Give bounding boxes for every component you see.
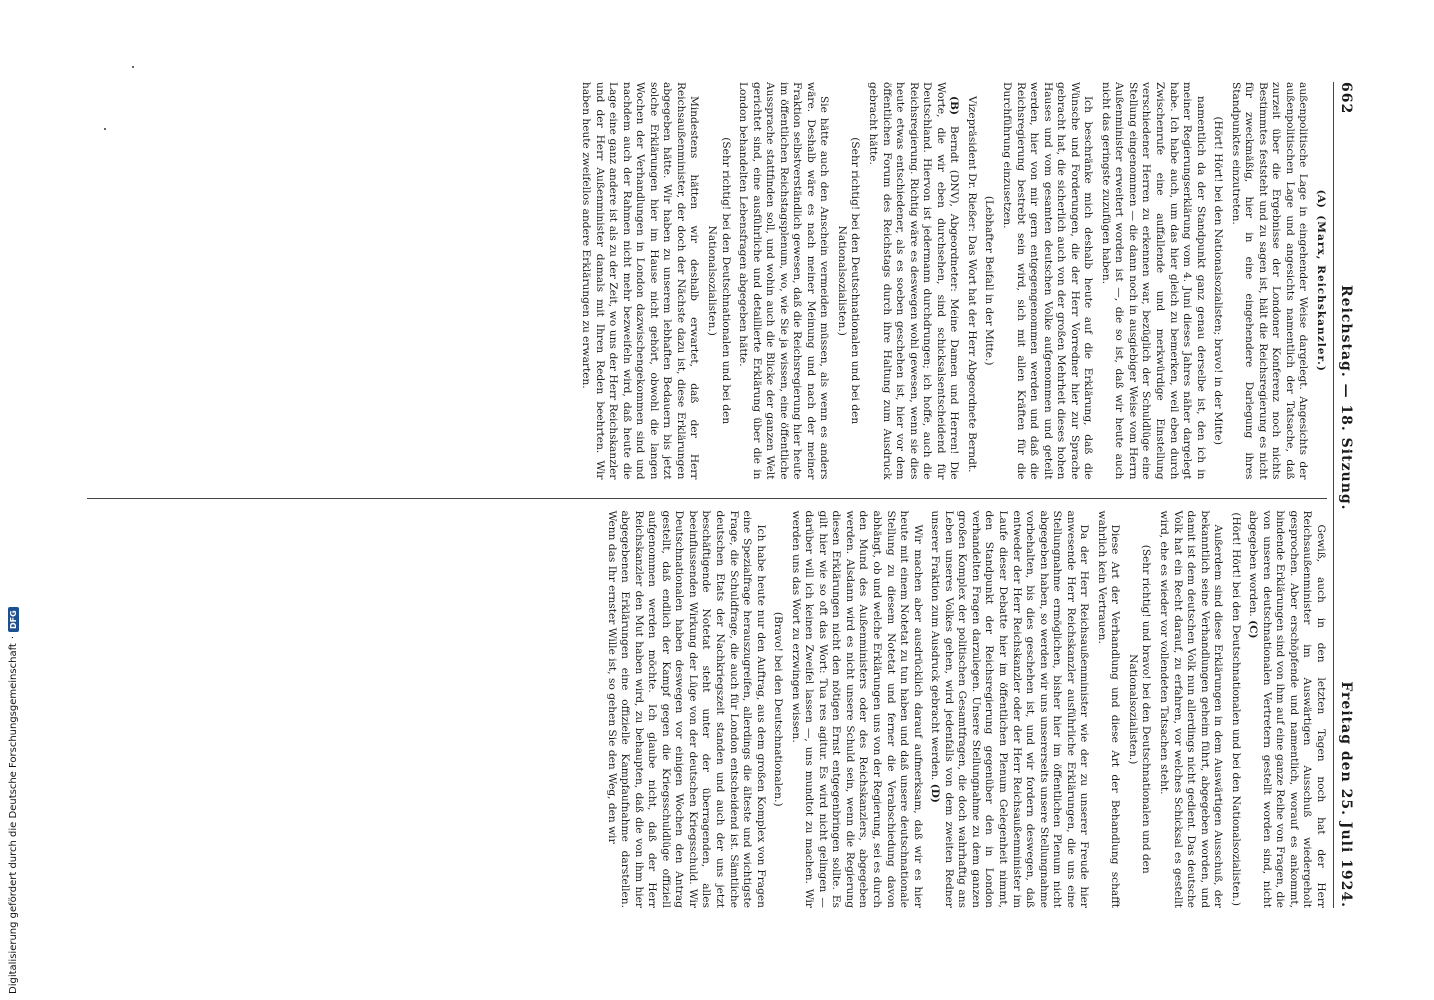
paragraph: Ich habe heute nur den Auftrag, aus dem großen Komplex von Fragen eine Spezialfrage herauszugreifen, allerdings die älteste und wichtigste Frage, die Schuldfrage, die auch für London entscheidend ist. Sämtliche deutschen Etats der Nachkriegszeit standen und auch der uns jetzt beschäftigende Notetat steht unter der überragenden, alles beeinflussenden Wirkung der Lüge von der deutschen Kriegsschuld. Wir Deutschnationalen haben deswegen vor einigen Wochen den Antrag gestellt, daß endlich der Kampf gegen die Kriegsschuldlüge offiziell aufgenommen werden möchte. Ich glaube nicht, daß der Herr Reichskanzler den Mut haben wird, zu behaupten, daß die von ihm hier abgegebenen Erklärungen eine offizielle Kampfaufnahme darstellen. Wenn das Ihr ernster Wille ist, so gehen Sie den Weg, den wir: [605, 510, 767, 908]
paragraph: Sie hätte auch den Anschein vermeiden müssen, als wenn es anders wäre. Deshalb wäre es nach meiner Meinung und nach der meiner Fraktion selbstverständlich gewesen, daß die Reichsregierung hier heute im öffentlichen Reichstagsplenum, wo, wie Sie ja wissen, eine öffentliche Aussprache stattfinden soll, und wohin auch die Blicke der ganzen Welt gerichtet sind, eine ausführliche und detaillierte Erklärung über die in London behandelten Lebensfragen abgegeben hätte.: [737, 82, 831, 480]
scan-speck: [104, 128, 106, 130]
paragraph: Ich beschränke mich deshalb heute auf die Erklärung, daß die Wünsche und Forderungen, die der Herr Vorredner hier zur Sprache gebracht hat, die sicherlich auch von der großen Mehrheit dieses hohen Hauses und vom gesamten deutschen Volke aufgenommen und geteilt werden, hier von mir gern entgegengenommen werden und daß die Reichsregierung bestrebt sein wird, sich mit allen Kräften für die Durchführung einzusetzen.: [1000, 82, 1095, 480]
margin-marker-a: (A): [1315, 189, 1327, 208]
paragraph: Wir machen aber ausdrücklich darauf aufmerksam, daß wir es hier heute mit einem Notetat zu tun haben und daß unsere deutschnationale Stellung zu diesem Notetat und ferner die Verabschiedung davon abhängt, ob und welche Erklärungen uns von der Regierung, sei es durch den Mund des Außenministers oder des Reichskanzlers, abgegeben werden. Alsdann wird es nicht unsere Schuld sein, wenn die Regierung diesen Erklärungen nicht den nötigen Ernst entgegenbringen sollte. Es gilt hier wie so oft das Wort: Tua res agitur. Es wird nicht gelingen — darüber will ich keinen Zweifel lassen —, uns mundtot zu machen. Wir werden uns das Wort zu erzwingen wissen.: [789, 510, 924, 908]
speaker-line: (A) (Marx, Reichskanzler.): [1315, 189, 1327, 372]
paragraph: außenpolitische Lage in eingehender Weise dargelegt. Angesichts der außenpolitischen Lage und angesichts namentlich der Tatsache, daß zurzeit über die Ergebnisse der Londoner Konferenz noch nichts Bestimmtes feststeht und zu sagen ist, hält die Reichsregierung es nicht für zweckmäßig, hier in eine eingehendere Darlegung ihres Standpunktes einzutreten.: [1229, 82, 1310, 480]
paragraph-speaker-intro: Vizepräsident Dr. Rießer: Das Wort hat der Herr Abgeordnete Berndt.: [965, 96, 978, 473]
scan-speck: [132, 66, 134, 68]
paragraph: namentlich da der Standpunkt ganz genau derselbe ist, den ich in meiner Regierungserklärung vom 4. Juni dieses Jahres näher dargelegt habe. Ich habe auch, um das hier gleich zu bemerken, weil eben durch Zwischenrufe eine auffallende und merkwürdige Einstellung verschiedener Herren zu erkennen war, bezüglich der Schuldlüge eine Stellung eingenommen — die dann noch in ausgiebiger Weise vom Herrn Außenminister erweitert worden ist —, die so ist, daß wir heute auch nicht das geringste zuzufügen haben.: [1099, 82, 1207, 480]
page-number: 662: [1338, 82, 1354, 115]
interjection: (Hört! Hört! bei den Deutschnationalen und bei den Nationalsozialisten.): [1229, 512, 1242, 907]
session-date: Freitag den 25. Juli 1924.: [1338, 681, 1354, 908]
interjection: (Sehr richtig! bei den Deutschnationalen und bei den Nationalsozialisten.): [835, 137, 862, 425]
text-columns: [87, 82, 1327, 908]
paragraph: Außerdem sind diese Erklärungen in dem Auswärtigen Ausschuß, der bekanntlich seine Verhandlungen geheim führt, abgegeben worden, und damit ist dem deutschen Volk nun allerdings nicht gedient. Das deutsche Volk hat ein Recht darauf, zu erfahren, vor welches Schicksal es gestellt wird, ehe es wieder vor vollendeten Tatsachen steht.: [1157, 510, 1225, 908]
session-title: Reichstag. — 18. Sitzung.: [1338, 285, 1354, 511]
interjection: (Lebhafter Beifall in der Mitte.): [983, 195, 996, 366]
paragraph: Diese Art der Verhandlung und diese Art der Behandlung schafft wahrlich kein Vertrauen.: [1095, 510, 1122, 908]
margin-marker-c: (C): [1247, 620, 1260, 639]
paragraph: Mindestens hätten wir deshalb erwartet, daß der Herr Reichsaußenminister, der doch der Nächste dazu ist, diese Erklärungen abgegeben hätte. Wir haben zu unserem lebhaften Bedauern bis jetzt solche Erklärungen hier im Hause nicht gehört, obwohl die langen Wochen der Verhandlungen in London dazwischengekommen sind und nachdem auch der Rahmen nicht mehr bezweifeln wird, daß heute die Lage eine ganz andere ist als zu der Zeit, wo uns der Herr Reichskanzler und der Herr Außenminister damals mit Ihren Reden beehrten. Wir haben heute zweifellos andere Erklärungen zu erwarten.: [580, 82, 701, 480]
left-column: [87, 82, 1327, 480]
interjection: (Sehr richtig! und bravo! bei den Deutschnationalen und den Nationalsozialisten.): [1126, 544, 1153, 874]
dfg-logo-icon: DFG: [8, 607, 19, 632]
interjection: (Bravo! bei den Deutschnationalen.): [772, 611, 785, 807]
interjection: (Sehr richtig! bei den Deutschnationalen und bei den Nationalsozialisten.): [706, 137, 732, 425]
interjection: (Hört! Hört! bei den Nationalsozialisten; bravo! in der Mitte): [1212, 116, 1225, 445]
paragraph-with-marker: Gewiß, auch in den letzten Tagen noch hat der Herr Reichsaußenminister im Auswärtigen Ausschuß wiedergeholt gesprochen. Aber erschöpfende und namentlich, worauf es ankommt, bindende Erklärungen sind von ihm auf eine ganze Reihe von Fragen, die von unseren deutschnationalen Vertretern gestellt worden sind, nicht abgegeben worden. (C): [1247, 510, 1327, 908]
right-column: [87, 498, 1327, 909]
credit-text: Digitalisierung gefördert durch die Deutsche Forschungsgemeinschaft: [8, 643, 19, 994]
margin-marker-d: (D): [929, 783, 942, 803]
digitization-credit: Digitalisierung gefördert durch die Deutsche Forschungsgemeinschaft · DFG: [8, 607, 19, 994]
margin-marker-b: (B): [948, 96, 961, 115]
paragraph-with-marker: Da der Herr Reichsaußenminister wie der zu unserer Freude hier anwesende Herr Reichskanzler ausführliche Erklärungen, die uns eine Stellungnahme ermöglichen, bisher hier im öffentlichen Plenum nicht abgegeben haben, so werden wir uns unsererseits unsere Stellungnahme vorbehalten, bis dies geschehen ist, und wir fordern deswegen, daß entweder der Herr Reichskanzler oder der Herr Reichsaußenminister im Laufe dieser Debatte hier im öffentlichen Plenum Gelegenheit nimmt, den Standpunkt der Reichsregierung gegenüber den in London verhandelten Fragen darzulegen. Unsere Stellungnahme zu dem ganzen großen Komplex der politischen Gesamtfragen, die doch wahrhaftig ans Leben unseres Volkes gehen, wird jedenfalls von dem zweiten Redner unserer Fraktion zum Ausdruck gebracht werden. (D): [929, 510, 1091, 908]
paragraph-with-marker: (B) Berndt (DNV), Abgeordneter: Meine Damen und Herren! Die Worte, die wir eben durchsehen, sind schicksalsentscheidend für Deutschland. Hiervon ist jedermann durchdrungen; ich hoffe, auch die Reichsregierung. Richtig wäre es deswegen wohl gewesen, wenn sie dies heute etwas entschiedener, als es soeben geschehen ist, hier vor dem öffentlichen Forum des Reichstags durch ihre Haltung zum Ausdruck gebracht hätte.: [867, 82, 961, 480]
page-header: [1333, 82, 1354, 908]
